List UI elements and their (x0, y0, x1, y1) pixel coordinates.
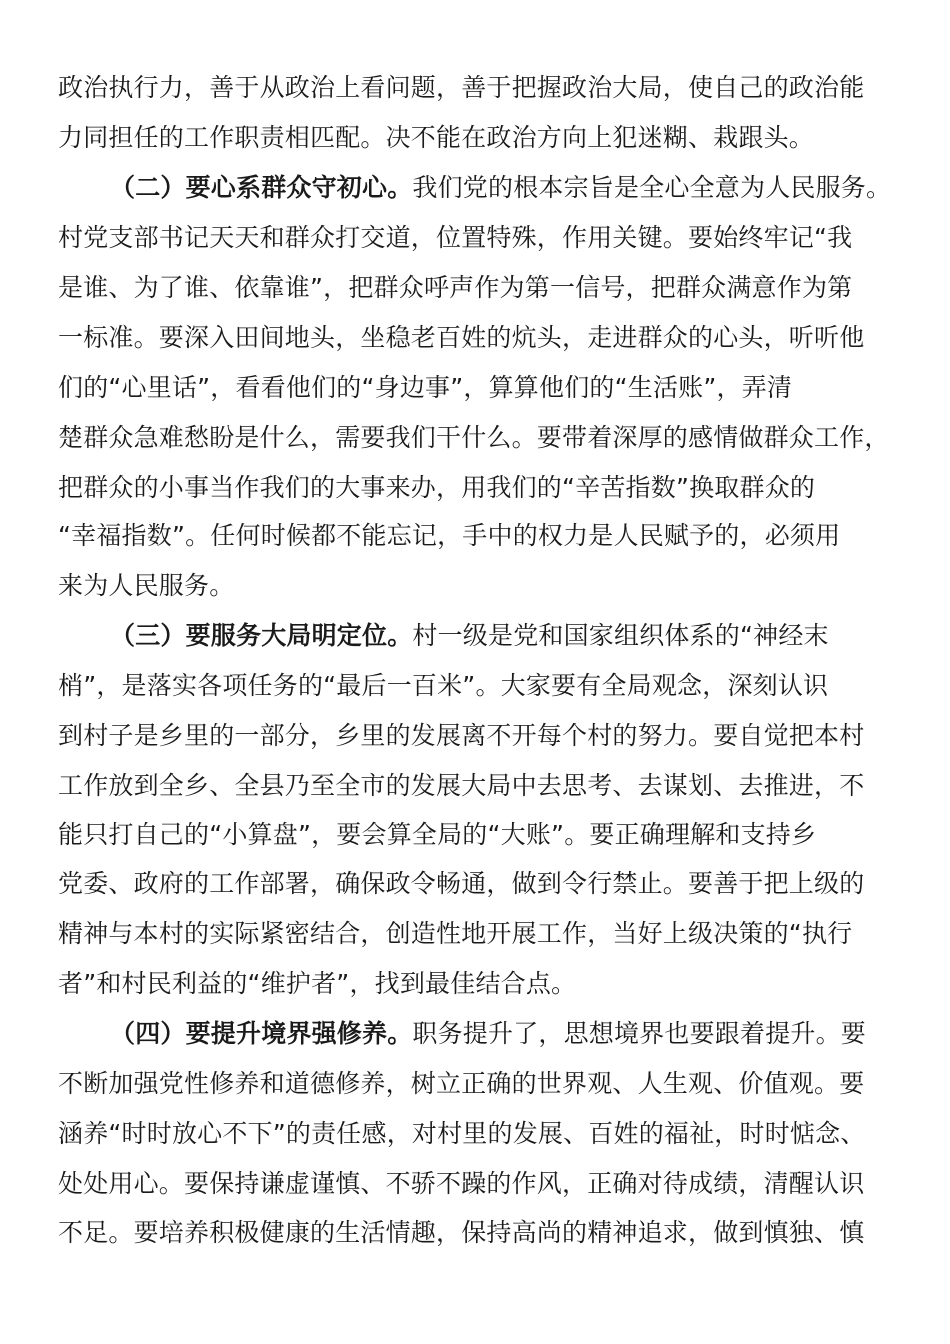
line-text: 能只打自己的“小算盘”，要会算全局的“大账”。要正确理解和支持乡 (58, 820, 817, 849)
line-text: 把群众的小事当作我们的大事来办，用我们的“辛苦指数”换取群众的 (58, 473, 816, 502)
text-line (58, 859, 898, 909)
line-text: 楚群众急难愁盼是什么，需要我们干什么。要带着深厚的感情做群众工作， (58, 423, 890, 452)
line-text: 工作放到全乡、全县乃至全市的发展大局中去思考、去谋划、去推进，不 (58, 771, 865, 800)
text-line (58, 761, 898, 811)
text-line (58, 113, 898, 163)
text-line (58, 1208, 898, 1258)
text-line (58, 810, 898, 860)
section-heading-line (110, 1009, 900, 1059)
line-text: “幸福指数”。任何时候都不能忘记，手中的权力是人民赋予的，必须用 (58, 521, 841, 550)
line-text: 我们党的根本宗旨是全心全意为人民服务。 (412, 173, 892, 202)
text-line (58, 561, 898, 611)
text-line (58, 711, 898, 761)
section-heading-line (110, 163, 900, 213)
text-line (58, 63, 898, 113)
line-text: 不足。要培养积极健康的生活情趣，保持高尚的精神追求，做到慎独、慎 (58, 1218, 865, 1247)
line-text: 力同担任的工作职责相匹配。决不能在政治方向上犯迷糊、栽跟头。 (58, 123, 815, 152)
line-text: 来为人民服务。 (58, 571, 235, 600)
line-text: 村一级是党和国家组织体系的“神经末 (412, 621, 829, 650)
text-line (58, 313, 898, 363)
line-text: 梢”，是落实各项任务的“最后一百米”。大家要有全局观念，深刻认识 (58, 671, 829, 700)
text-line (58, 1109, 898, 1159)
section-heading-4: （四）要提升境界强修养。 (110, 1019, 413, 1048)
line-text: 精神与本村的实际紧密结合，创造性地开展工作，当好上级决策的“执行 (58, 919, 853, 948)
text-line (58, 959, 898, 1009)
text-line (58, 463, 898, 513)
line-text: 党委、政府的工作部署，确保政令畅通，做到令行禁止。要善于把上级的 (58, 869, 865, 898)
line-text: 村党支部书记天天和群众打交道，位置特殊，作用关键。要始终牢记“我 (58, 223, 853, 252)
section-heading-line (110, 611, 900, 661)
text-line (58, 263, 898, 313)
text-line (58, 661, 898, 711)
text-line (58, 213, 898, 263)
line-text: 者”和村民利益的“维护者”，找到最佳结合点。 (58, 969, 577, 998)
section-heading-2: （二）要心系群众守初心。 (110, 173, 413, 202)
line-text: 涵养“时时放心不下”的责任感，对村里的发展、百姓的福祉，时时惦念、 (58, 1119, 866, 1148)
text-line (58, 413, 898, 463)
line-text: 们的“心里话”，看看他们的“身边事”，算算他们的“生活账”，弄清 (58, 373, 793, 402)
line-text: 不断加强党性修养和道德修养，树立正确的世界观、人生观、价值观。要 (58, 1069, 865, 1098)
text-line (58, 1059, 898, 1109)
text-line (58, 363, 898, 413)
text-line (58, 909, 898, 959)
line-text: 到村子是乡里的一部分，乡里的发展离不开每个村的努力。要自觉把本村 (58, 721, 865, 750)
line-text: 是谁、为了谁、依靠谁”，把群众呼声作为第一信号，把群众满意作为第 (58, 273, 853, 302)
line-text: 政治执行力，善于从政治上看问题，善于把握政治大局，使自己的政治能 (58, 73, 865, 102)
line-text: 处处用心。要保持谦虚谨慎、不骄不躁的作风，正确对待成绩，清醒认识 (58, 1169, 865, 1198)
text-line (58, 511, 898, 561)
line-text: 一标准。要深入田间地头，坐稳老百姓的炕头，走进群众的心头，听听他 (58, 323, 865, 352)
text-line (58, 1159, 898, 1209)
section-heading-3: （三）要服务大局明定位。 (110, 621, 413, 650)
line-text: 职务提升了，思想境界也要跟着提升。要 (412, 1019, 867, 1048)
